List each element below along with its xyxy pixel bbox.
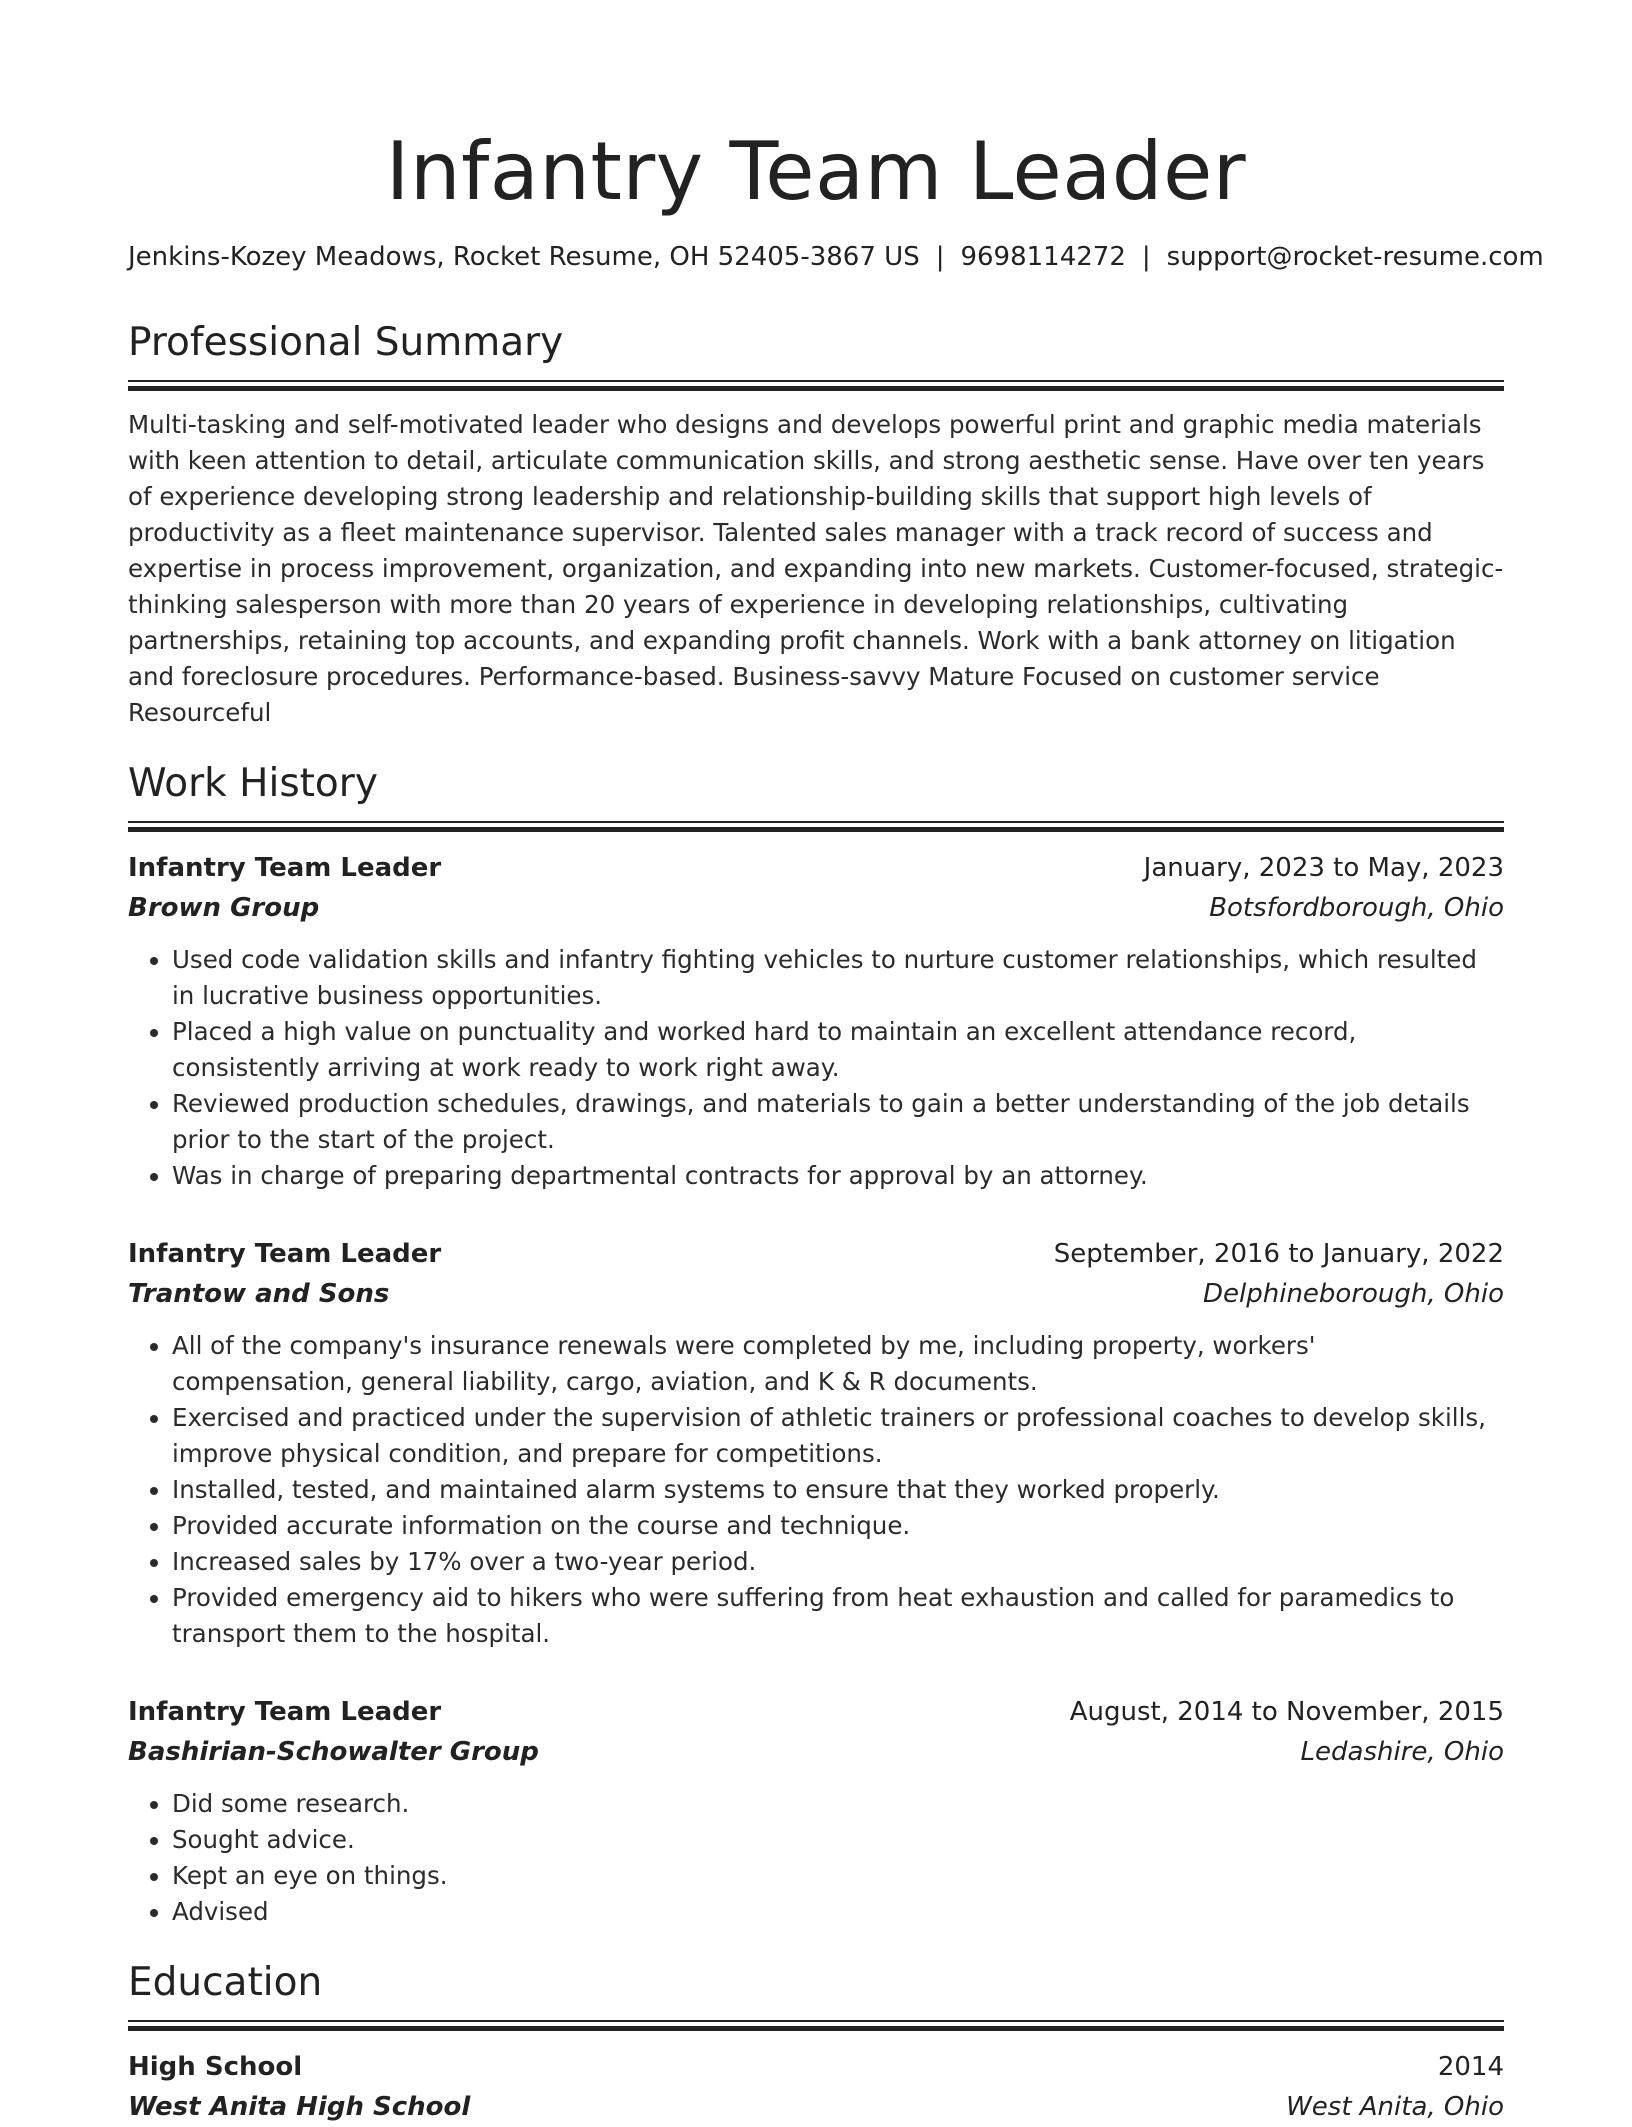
job-location: Ledashire, Ohio — [1300, 1737, 1504, 1767]
contact-phone: 9698114272 — [960, 242, 1126, 272]
job-entry — [128, 1234, 1504, 1652]
job-bullet: • Exercised and practiced under the supervision of athletic trainers or professional coaches to develop skills, improve physical condition, and prepare for competitions. — [172, 1400, 1504, 1472]
job-bullet: • Advised — [172, 1894, 1504, 1930]
education-degree: High School — [128, 2052, 303, 2082]
section-divider — [128, 380, 1504, 391]
section-divider — [128, 2020, 1504, 2031]
education-header-row — [128, 2047, 1504, 2087]
contact-address: Jenkins-Kozey Meadows, Rocket Resume, OH 52405-3867 US — [128, 242, 920, 272]
section-title-summary: Professional Summary — [128, 320, 564, 365]
job-company: Trantow and Sons — [128, 1279, 390, 1309]
job-bullet: • Was in charge of preparing departmental contracts for approval by an attorney. — [172, 1158, 1504, 1194]
education-school: West Anita High School — [128, 2092, 471, 2122]
job-bullet: • Provided accurate information on the course and technique. — [172, 1508, 1504, 1544]
job-bullets — [128, 1328, 1504, 1652]
contact-line — [128, 240, 1544, 274]
job-bullet: • Sought advice. — [172, 1822, 1504, 1858]
summary-section — [128, 318, 1504, 731]
job-company: Bashirian-Schowalter Group — [128, 1737, 539, 1767]
job-company: Brown Group — [128, 893, 320, 923]
job-bullet: • Used code validation skills and infantry fighting vehicles to nurture customer relationships, which resulted in lucrative business opportunities. — [172, 942, 1504, 1014]
summary-text: Multi-tasking and self-motivated leader who designs and develops powerful print and graphic media materials with keen attention to detail, articulate communication skills, and strong aesthetic sense. Have over ten years of experience developing strong leadership and relationship-building skills that support high levels of productivity as a fleet maintenance supervisor. Talented sales manager with a track record of success and expertise in process improvement, organization, and expanding into new markets. Customer-focused, strategic-thinking salesperson with more than 20 years of experience in developing relationships, cultivating partnerships, retaining top accounts, and expanding profit channels. Work with a bank attorney on litigation and foreclosure procedures. Performance-based. Business-savvy Mature Focused on customer service Resourceful — [128, 410, 1504, 727]
job-header-row — [128, 1692, 1504, 1732]
job-bullet: • All of the company's insurance renewals were completed by me, including property, workers' compensation, general liability, cargo, aviation, and K & R documents. — [172, 1328, 1504, 1400]
job-dates: August, 2014 to November, 2015 — [1069, 1697, 1504, 1727]
education-section — [128, 1958, 1504, 2127]
job-title: Infantry Team Leader — [128, 1697, 442, 1727]
job-title: Infantry Team Leader — [128, 853, 442, 883]
education-entry — [128, 2047, 1504, 2127]
job-dates: September, 2016 to January, 2022 — [1053, 1239, 1504, 1269]
job-dates: January, 2023 to May, 2023 — [1143, 853, 1504, 883]
job-company-row — [128, 1732, 1504, 1772]
job-bullet: • Provided emergency aid to hikers who were suffering from heat exhaustion and called for paramedics to transport them to the hospital. — [172, 1580, 1504, 1652]
job-bullets — [128, 942, 1504, 1194]
job-bullets — [128, 1786, 1504, 1930]
job-bullet: • Did some research. — [172, 1786, 1504, 1822]
job-company-row — [128, 1274, 1504, 1314]
contact-email: support@rocket-resume.com — [1166, 242, 1544, 272]
job-bullet: • Reviewed production schedules, drawings, and materials to gain a better understanding of the job details prior to the start of the project. — [172, 1086, 1504, 1158]
education-location: West Anita, Ohio — [1286, 2092, 1504, 2122]
contact-separator: | — [935, 242, 945, 272]
work-history-section — [128, 759, 1504, 1930]
job-entry — [128, 848, 1504, 1194]
job-header-row — [128, 848, 1504, 888]
job-company-row — [128, 888, 1504, 928]
section-title-education: Education — [128, 1960, 323, 2005]
section-divider — [128, 821, 1504, 832]
resume-name: Infantry Team Leader — [385, 125, 1247, 218]
job-bullet: • Placed a high value on punctuality and worked hard to maintain an excellent attendance record, consistently arriving at work ready to work right away. — [172, 1014, 1504, 1086]
job-location: Delphineborough, Ohio — [1203, 1279, 1504, 1309]
job-bullet: • Installed, tested, and maintained alarm systems to ensure that they worked properly. — [172, 1472, 1504, 1508]
job-title: Infantry Team Leader — [128, 1239, 442, 1269]
contact-separator: | — [1141, 242, 1151, 272]
section-title-work-history: Work History — [128, 761, 378, 806]
job-bullet: • Increased sales by 17% over a two-year period. — [172, 1544, 1504, 1580]
education-school-row — [128, 2087, 1504, 2127]
job-header-row — [128, 1234, 1504, 1274]
job-bullet: • Kept an eye on things. — [172, 1858, 1504, 1894]
job-entry — [128, 1692, 1504, 1930]
job-location: Botsfordborough, Ohio — [1209, 893, 1504, 923]
education-year: 2014 — [1437, 2052, 1504, 2082]
